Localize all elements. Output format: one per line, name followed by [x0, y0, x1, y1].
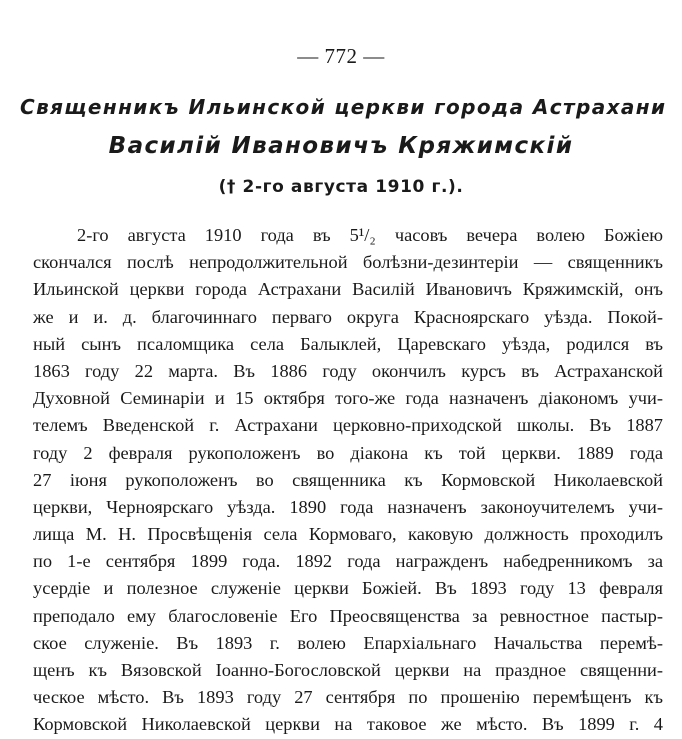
title-line-1: Священникъ Ильинской церкви города Астрахани	[20, 95, 667, 119]
body-line: скончался послѣ непродолжительной болѣзни-дезинтеріи — священникъ	[33, 252, 663, 273]
body-text	[33, 222, 663, 739]
body-line: щенъ къ Вязовской Іоанно-Богословской церкви на праздное священни-	[33, 660, 663, 680]
body-line: церкви, Черноярскаго уѣзда. 1890 года назначенъ законоучителемъ учи-	[33, 496, 663, 517]
page-number: — 772 —	[297, 44, 385, 68]
body-line: ческое мѣсто. Въ 1893 году 27 сентября по прошенію перемѣщенъ къ	[33, 687, 663, 708]
death-date-line: († 2-го августа 1910 г.).	[218, 177, 464, 197]
body-line: ный сынъ псаломщика села Балыклей, Царевскаго уѣзда, родился въ	[33, 333, 663, 354]
body-line: Кормовской Николаевской церкви на таковое же мѣсто. Въ 1899 г. 4	[33, 714, 663, 735]
body-line: же и и. д. благочиннаго перваго округа Красноярскаго уѣзда. Покой-	[33, 306, 663, 327]
body-line: Ильинской церкви города Астрахани Василій Ивановичъ Кряжимскій, онъ	[33, 279, 663, 300]
body-line: преподало ему благословеніе Его Преосвященства за ревностное пастыр-	[33, 605, 663, 626]
body-line: 27 іюня рукоположенъ во священника къ Кормовской Николаевской	[33, 469, 663, 490]
body-line: лища М. Н. Просвѣщенія села Кормоваго, каковую должность проходилъ	[33, 524, 663, 545]
body-line: телемъ Введенской г. Астрахани церковно-приходской школы. Въ 1887	[33, 415, 663, 436]
body-line: 2-го августа 1910 года въ 5¹/₂ часовъ вечера волею Божіею	[77, 225, 663, 245]
body-line: ское служеніе. Въ 1893 г. волею Епархіальнаго Начальства перемѣ-	[33, 632, 663, 653]
body-line: году 2 февраля рукоположенъ во діакона къ той церкви. 1889 года	[33, 442, 663, 463]
body-line: 1863 году 22 марта. Въ 1886 году окончилъ курсъ въ Астраханской	[33, 360, 663, 381]
body-line: усердіе и полезное служеніе церкви Божіей. Въ 1893 году 13 февраля	[33, 578, 663, 599]
title-line-2: Василій Ивановичъ Кряжимскій	[108, 133, 574, 159]
body-line: по 1-е сентября 1899 года. 1892 года награжденъ набедренникомъ за	[33, 551, 663, 572]
body-line: Духовной Семинаріи и 15 октября того-же года назначенъ діакономъ учи-	[33, 388, 663, 409]
